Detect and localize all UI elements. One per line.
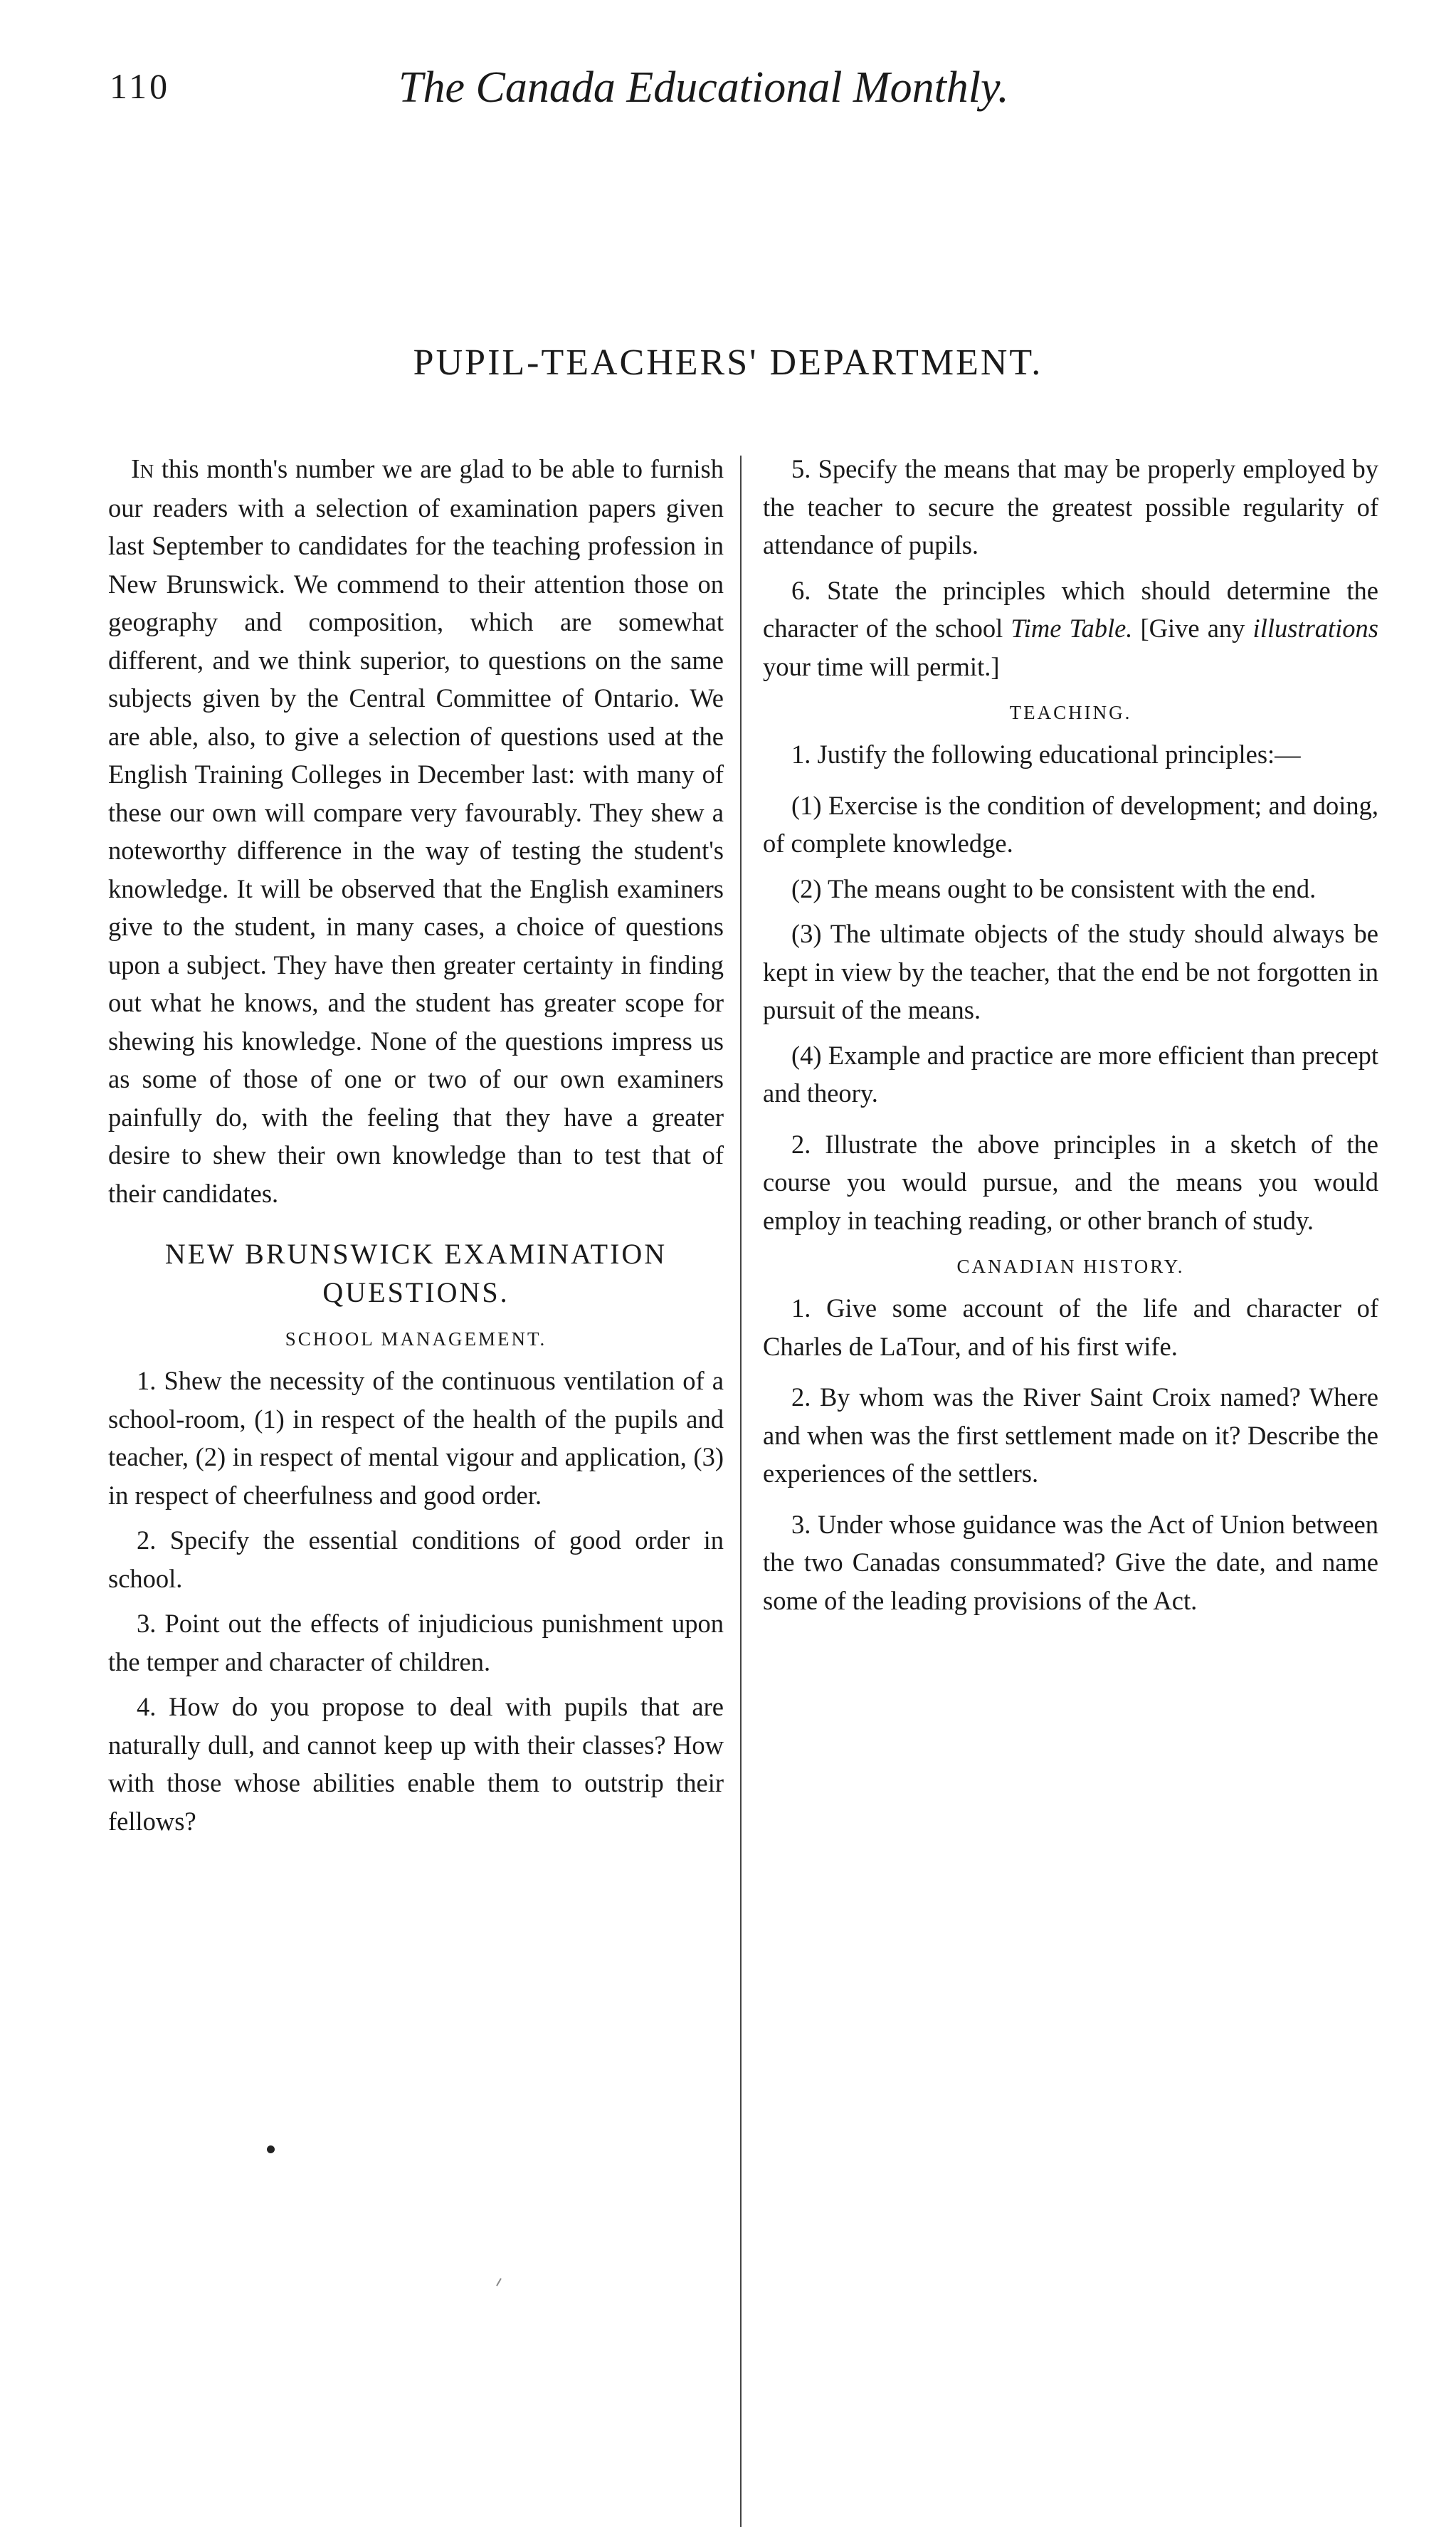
column-divider xyxy=(740,456,742,2527)
school-management-heading: SCHOOL MANAGEMENT. xyxy=(285,1328,547,1350)
teaching-principle-1: (1) Exercise is the condition of development; and doing, of complete knowledge. xyxy=(763,790,1378,858)
sm-question-6 xyxy=(763,572,1378,686)
teaching-principle-3: (3) The ultimate objects of the study should always be kept in view by the teacher, that the end be not forgotten in pursuit of the means. xyxy=(763,919,1378,1024)
sm-question-3: 3. Point out the effects of injudicious punishment upon the temper and character of children. xyxy=(108,1609,724,1676)
intro-text: this month's number we are glad to be able to furnish our readers with a selection of examination papers given last September to candidates for the teaching profession in New Brunswick. We commend to their attention those on geography and composition, which are somewhat different, and we think superior, to questions on the same subjects given by the Central Committee of Ontario. We are able, also, to give a selection of questions used at the English Training Colleges in December last: with many of these our own will compare very favourably. They shew a noteworthy difference in the way of testing the student's knowledge. It will be observed that the English examiners give to the student, in many cases, a choice of questions upon a subject. They have then greater certainty in finding out what he knows, and the student has greater scope for shewing his knowledge. None of the questions impress us as some of those of one or two of our own examiners painfully do, with the feeling that they have a greater desire to shew their own knowledge than to test that of their candidates. xyxy=(108,454,724,1208)
left-column xyxy=(108,450,724,1840)
sm-q6-end: your time will permit.] xyxy=(763,651,1000,681)
intro-paragraph xyxy=(108,450,724,1212)
intro-dropcap: In xyxy=(131,454,154,484)
page-number: 110 xyxy=(110,66,171,106)
sm-question-4: 4. How do you propose to deal with pupils that are naturally dull, and cannot keep up with their classes? How with those whose abilities enable them to outstrip their fellows? xyxy=(108,1692,724,1836)
history-question-3: 3. Under whose guidance was the Act of Union between the two Canadas consummated? Give the date, and name some of the leading provisions of the Act. xyxy=(763,1509,1378,1615)
history-question-1: 1. Give some account of the life and character of Charles de LaTour, and of his first wife. xyxy=(763,1293,1378,1361)
canadian-history-heading: CANADIAN HISTORY. xyxy=(956,1256,1185,1277)
teaching-principle-4: (4) Example and practice are more efficient than precept and theory. xyxy=(763,1040,1378,1108)
sm-question-1: 1. Shew the necessity of the continuous ventilation of a school-room, (1) in respect of the health of the pupils and teacher, (2) in respect of mental vigour and application, (3) in respect of cheerfulness and good order. xyxy=(108,1366,724,1510)
department-title: PUPIL-TEACHERS' DEPARTMENT. xyxy=(413,342,1043,383)
running-title: The Canada Educational Monthly. xyxy=(399,63,1009,112)
teaching-principle-2: (2) The means ought to be consistent with the end. xyxy=(791,873,1317,903)
sm-q6-italic-timetable: Time Table. xyxy=(1011,614,1133,643)
teaching-question-2: 2. Illustrate the above principles in a sketch of the course you would pursue, and the means you would employ in teaching reading, or other branch of study. xyxy=(763,1129,1378,1235)
printing-mark-dot xyxy=(267,2145,275,2153)
teaching-heading: TEACHING. xyxy=(1009,702,1132,723)
history-question-2: 2. By whom was the River Saint Croix named? Where and when was the first settlement made on it? Describe the experiences of the settlers. xyxy=(763,1382,1378,1488)
sm-q6-italic-illustrations: illustrations xyxy=(1252,614,1379,643)
sm-q6-mid: [Give any xyxy=(1132,614,1253,643)
sm-question-5: 5. Specify the means that may be properly employed by the teacher to secure the greatest possible regularity of attendance of pupils. xyxy=(763,454,1378,559)
sm-question-2: 2. Specify the essential conditions of good order in school. xyxy=(108,1525,724,1593)
right-column-content xyxy=(763,450,1378,1619)
exam-heading: NEW BRUNSWICK EXAMINATION QUESTIONS. xyxy=(164,1238,668,1308)
teaching-question-1: 1. Justify the following educational principles:— xyxy=(791,740,1301,769)
sm-q6-start: 6. State the principles which should determine the character of the school xyxy=(763,575,1378,643)
printing-mark-tick xyxy=(496,2278,502,2286)
